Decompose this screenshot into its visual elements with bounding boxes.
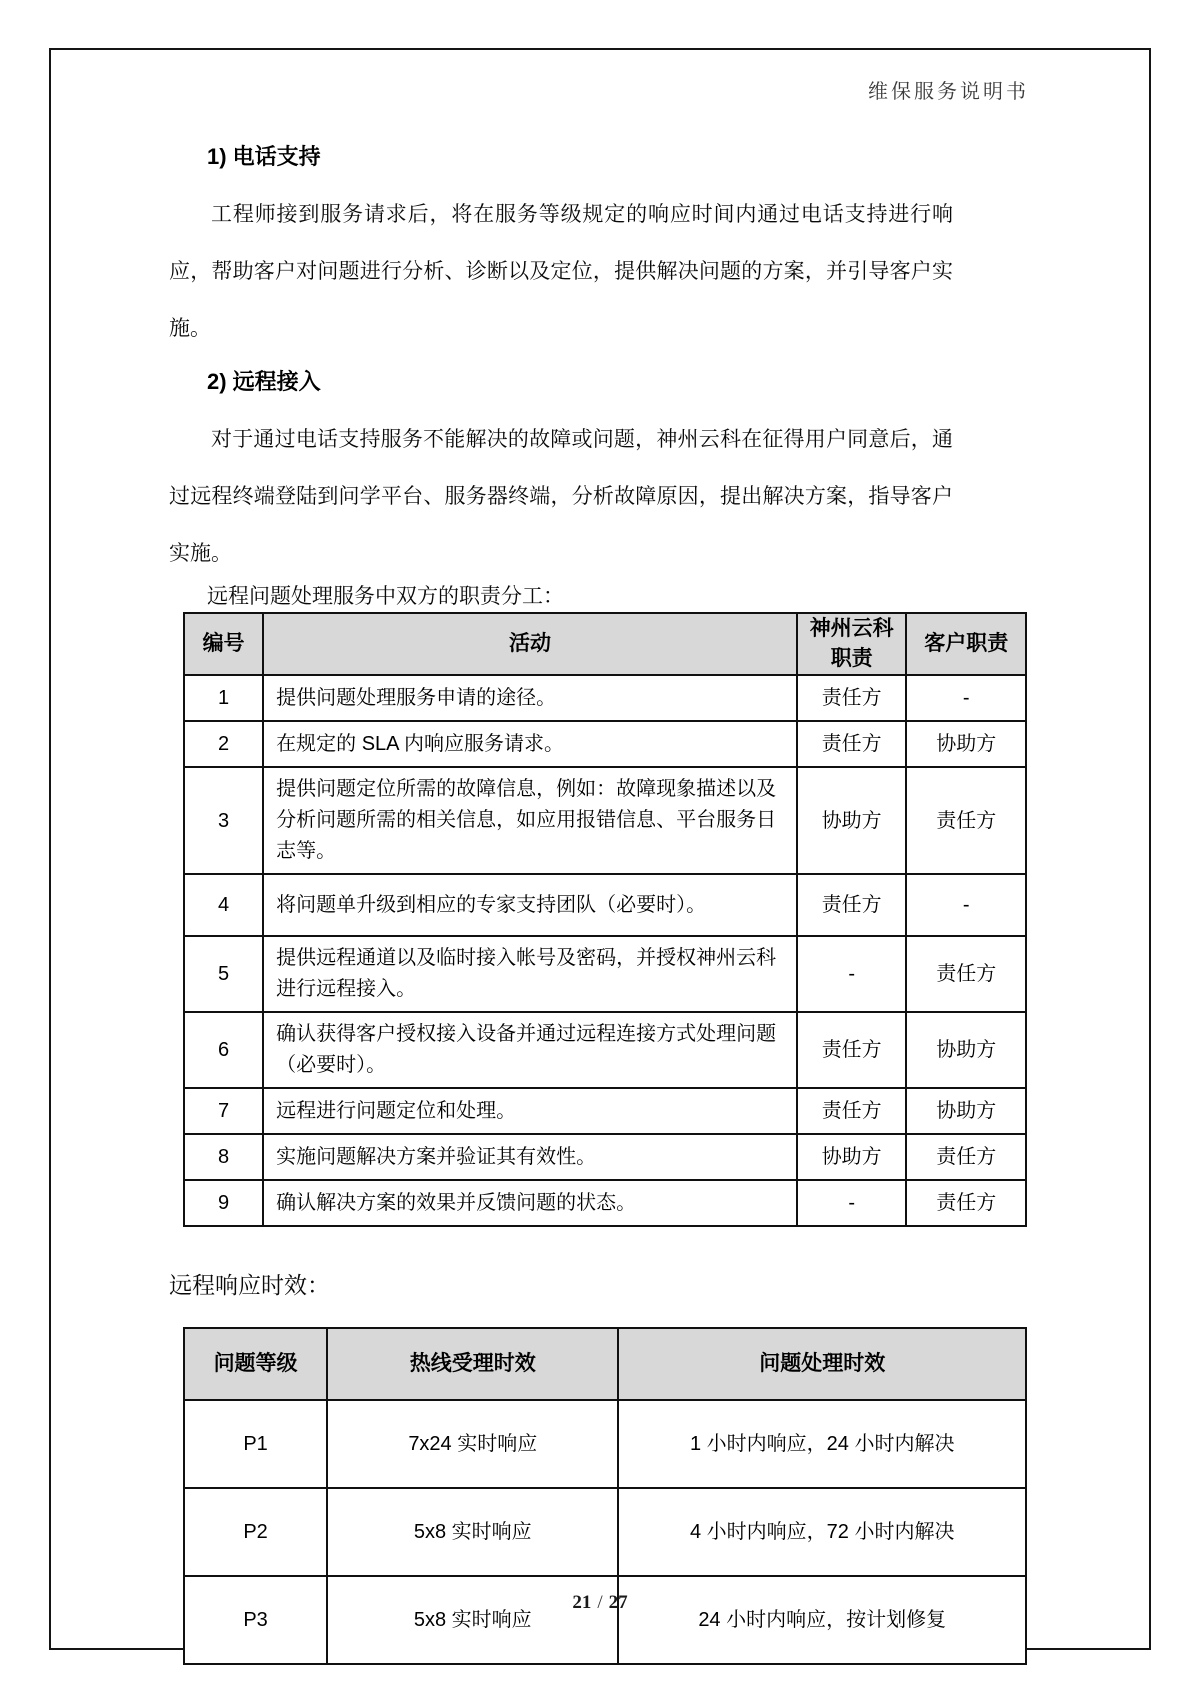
customer-cell: 责任方 xyxy=(906,767,1026,874)
customer-cell: 责任方 xyxy=(906,1134,1026,1180)
row-no-cell: 3 xyxy=(184,767,263,874)
row-no-cell: 1 xyxy=(184,675,263,721)
column-header-hotline: 热线受理时效 xyxy=(327,1328,618,1400)
column-header-handling: 问题处理时效 xyxy=(618,1328,1026,1400)
customer-cell: - xyxy=(906,874,1026,936)
row-no-cell: 6 xyxy=(184,1012,263,1088)
hotline-cell: 5x8 实时响应 xyxy=(327,1488,618,1576)
section-2-heading: 2) 远程接入 xyxy=(207,369,321,394)
customer-cell: - xyxy=(906,675,1026,721)
sla-section-label: 远程响应时效： xyxy=(169,1272,330,1298)
vendor-cell: 协助方 xyxy=(797,767,906,874)
column-header-customer: 客户职责 xyxy=(906,613,1026,675)
hotline-cell: 5x8 实时响应 xyxy=(327,1576,618,1664)
level-cell: P1 xyxy=(184,1400,327,1488)
row-no-cell: 8 xyxy=(184,1134,263,1180)
footer-page-total: 27 xyxy=(608,1592,628,1613)
table-row xyxy=(184,1400,1026,1488)
column-header-no: 编号 xyxy=(184,613,263,675)
customer-cell: 协助方 xyxy=(906,1012,1026,1088)
vendor-cell: - xyxy=(797,936,906,1012)
activity-cell: 在规定的 SLA 内响应服务请求。 xyxy=(263,721,797,767)
level-cell: P2 xyxy=(184,1488,327,1576)
row-no-cell: 4 xyxy=(184,874,263,936)
row-no-cell: 2 xyxy=(184,721,263,767)
customer-cell: 协助方 xyxy=(906,1088,1026,1134)
row-no-cell: 9 xyxy=(184,1180,263,1226)
column-header-level: 问题等级 xyxy=(184,1328,327,1400)
table-row xyxy=(184,1012,1026,1088)
vendor-cell: 责任方 xyxy=(797,874,906,936)
handling-cell: 1 小时内响应，24 小时内解决 xyxy=(618,1400,1026,1488)
vendor-cell: - xyxy=(797,1180,906,1226)
footer-page-separator: / xyxy=(597,1592,603,1613)
sla-table xyxy=(183,1327,1027,1665)
activity-cell: 远程进行问题定位和处理。 xyxy=(263,1088,797,1134)
activity-cell: 提供问题定位所需的故障信息，例如：故障现象描述以及分析问题所需的相关信息，如应用报错信息、平台服务日志等。 xyxy=(263,767,797,874)
table-row xyxy=(184,874,1026,936)
table-row xyxy=(184,721,1026,767)
activity-cell: 确认解决方案的效果并反馈问题的状态。 xyxy=(263,1180,797,1226)
section-1-paragraph: 工程师接到服务请求后，将在服务等级规定的响应时间内通过电话支持进行响应，帮助客户对问题进行分析、诊断以及定位，提供解决问题的方案，并引导客户实施。 xyxy=(169,203,953,340)
hotline-cell: 7x24 实时响应 xyxy=(327,1400,618,1488)
customer-cell: 责任方 xyxy=(906,1180,1026,1226)
column-header-activity: 活动 xyxy=(263,613,797,675)
column-header-vendor-line1: 神州云科 xyxy=(809,617,894,640)
activity-cell: 实施问题解决方案并验证其有效性。 xyxy=(263,1134,797,1180)
sla-table-header-row xyxy=(184,1328,1026,1400)
table-row xyxy=(184,936,1026,1012)
vendor-cell: 责任方 xyxy=(797,721,906,767)
activity-cell: 将问题单升级到相应的专家支持团队（必要时）。 xyxy=(263,874,797,936)
vendor-cell: 责任方 xyxy=(797,675,906,721)
table-row xyxy=(184,767,1026,874)
table-row xyxy=(184,675,1026,721)
column-header-vendor-line2: 职责 xyxy=(830,647,873,670)
row-no-cell: 7 xyxy=(184,1088,263,1134)
activity-cell: 提供远程通道以及临时接入帐号及密码，并授权神州云科进行远程接入。 xyxy=(263,936,797,1012)
customer-cell: 协助方 xyxy=(906,721,1026,767)
footer-page-current: 21 xyxy=(572,1592,592,1613)
customer-cell: 责任方 xyxy=(906,936,1026,1012)
responsibility-table xyxy=(183,612,1027,1227)
activity-cell: 确认获得客户授权接入设备并通过远程连接方式处理问题（必要时）。 xyxy=(263,1012,797,1088)
table-row xyxy=(184,1576,1026,1664)
doc-header-title: 维保服务说明书 xyxy=(868,81,1029,103)
column-header-vendor xyxy=(797,613,906,675)
section-1-heading: 1) 电话支持 xyxy=(207,144,321,169)
page-footer xyxy=(51,1592,1149,1614)
table-row xyxy=(184,1088,1026,1134)
level-cell: P3 xyxy=(184,1576,327,1664)
section-2-paragraph: 对于通过电话支持服务不能解决的故障或问题，神州云科在征得用户同意后，通过远程终端登陆到问学平台、服务器终端，分析故障原因，提出解决方案，指导客户实施。 xyxy=(169,428,953,565)
row-no-cell: 5 xyxy=(184,936,263,1012)
page-frame xyxy=(49,48,1151,1650)
handling-cell: 4 小时内响应，72 小时内解决 xyxy=(618,1488,1026,1576)
vendor-cell: 责任方 xyxy=(797,1088,906,1134)
table-row xyxy=(184,1488,1026,1576)
vendor-cell: 责任方 xyxy=(797,1012,906,1088)
table-row xyxy=(184,1134,1026,1180)
activity-cell: 提供问题处理服务申请的途径。 xyxy=(263,675,797,721)
handling-cell: 24 小时内响应，按计划修复 xyxy=(618,1576,1026,1664)
vendor-cell: 协助方 xyxy=(797,1134,906,1180)
table-row xyxy=(184,1180,1026,1226)
responsibility-table-header-row xyxy=(184,613,1026,675)
responsibility-table-leadin: 远程问题处理服务中双方的职责分工： xyxy=(207,585,564,608)
